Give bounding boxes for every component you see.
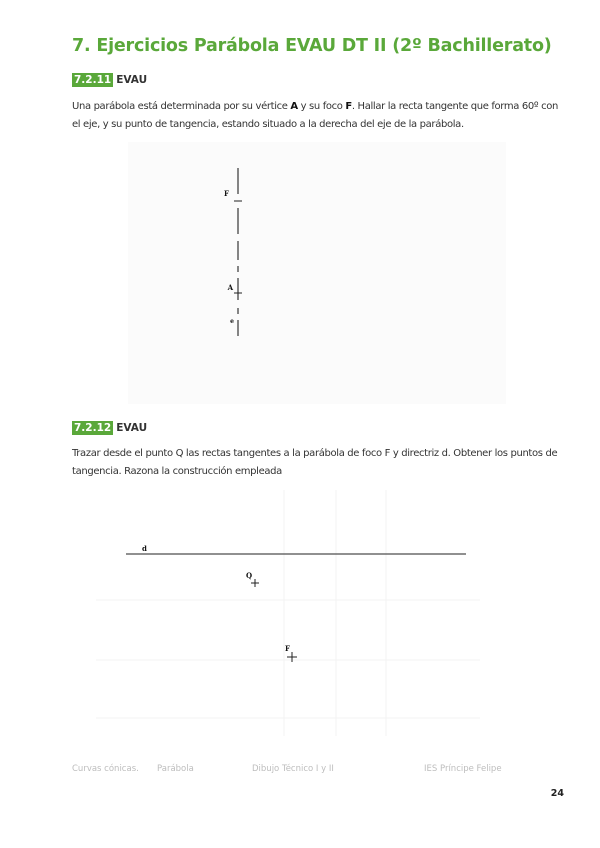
statement-text: . Hallar la recta tangente que forma 60º con el eje, y su punto de tangencia, estando situado a la derecha del eje de la parábola. — [72, 101, 559, 130]
focus-label: F — [285, 644, 290, 653]
exercise-2-statement: Trazar desde el punto Q las rectas tangentes a la parábola de foco F y directriz d. Obtener los puntos de tangencia. Razona la construcción empleada — [72, 448, 558, 477]
statement-text: y su foco — [297, 101, 346, 112]
focus-label: F — [224, 189, 229, 198]
point-q-label: Q — [246, 571, 253, 580]
vertex-label: A — [227, 283, 233, 292]
footer-school: IES Príncipe Felipe — [424, 764, 502, 774]
exercise-2-heading — [72, 421, 147, 435]
figure-background — [128, 142, 506, 404]
figure-grid — [96, 490, 480, 736]
page-title: 7. Ejercicios Parábola EVAU DT II (2º Bachillerato) — [72, 36, 552, 56]
exercise-1-heading — [72, 73, 147, 87]
exercise-1-figure — [128, 142, 506, 404]
exercise-1-statement — [72, 98, 568, 134]
statement-focus: F — [345, 101, 352, 112]
footer-subject: Dibujo Técnico I y II — [252, 764, 334, 774]
exercise-2-number: 7.2.12 — [74, 422, 112, 434]
exercise-1-tag: EVAU — [116, 74, 148, 86]
axis-label: e — [230, 318, 234, 325]
statement-vertex: A — [290, 101, 298, 112]
statement-text: Una parábola está determinada por su vértice — [72, 101, 291, 112]
exercise-2-tag: EVAU — [116, 422, 148, 434]
footer-subtopic: Parábola — [157, 764, 194, 774]
exercise-1-number: 7.2.11 — [74, 74, 112, 86]
footer-topic: Curvas cónicas. — [72, 764, 139, 774]
page-number: 24 — [550, 788, 564, 799]
directrix-label: d — [142, 544, 147, 553]
exercise-2-figure — [96, 490, 480, 736]
